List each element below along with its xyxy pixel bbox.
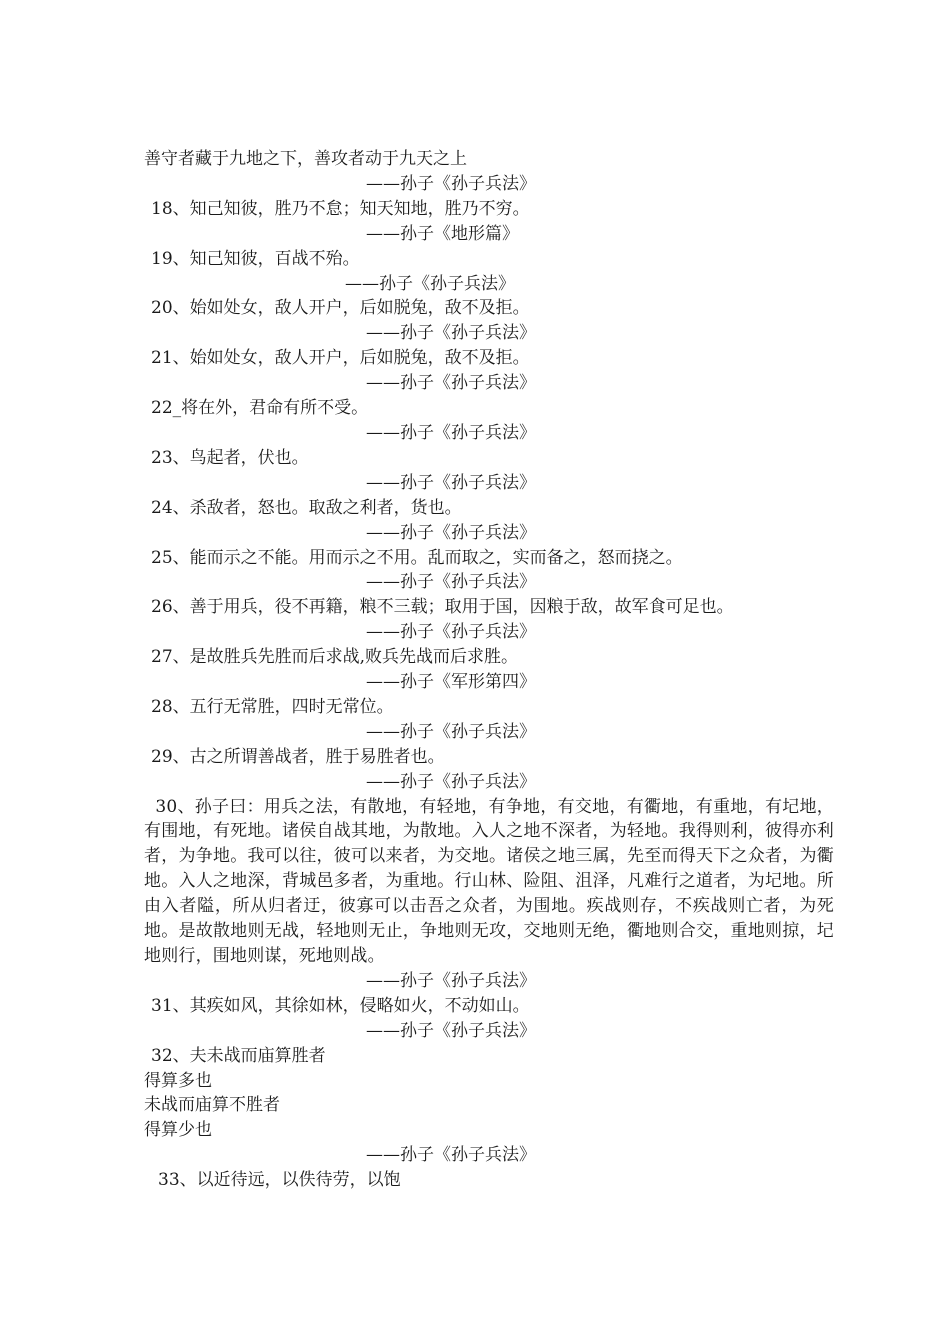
attribution-line: ——孙子《地形篇》 xyxy=(366,223,519,244)
quote-line: 18、知己知彼，胜乃不怠；知天知地，胜乃不穷。 xyxy=(151,198,530,219)
quote-line: 26、善于用兵，役不再籍，粮不三载；取用于国，因粮于敌，故军食可足也。 xyxy=(151,597,734,618)
attribution-line: ——孙子《孙子兵法》 xyxy=(366,323,536,344)
quote-line: 20、始如处女，敌人开户，后如脱兔，敌不及拒。 xyxy=(151,298,530,319)
attribution-line: ——孙子《孙子兵法》 xyxy=(366,970,536,991)
quote-line: 19、知己知彼，百战不殆。 xyxy=(151,248,360,269)
quote-line: 33、以近待远，以佚待劳，以饱 xyxy=(158,1170,401,1191)
attribution-line: ——孙子《军形第四》 xyxy=(366,672,536,693)
quote-line: 21、始如处女，敌人开户，后如脱兔，敌不及拒。 xyxy=(151,348,530,369)
attribution-line: ——孙子《孙子兵法》 xyxy=(366,1020,536,1041)
attribution-line: ——孙子《孙子兵法》 xyxy=(366,422,536,443)
attribution-line: ——孙子《孙子兵法》 xyxy=(366,622,536,643)
attribution-line: ——孙子《孙子兵法》 xyxy=(366,373,536,394)
quote-line: 未战而庙算不胜者 xyxy=(144,1095,280,1116)
quote-line: 得算多也 xyxy=(144,1070,212,1091)
quote-line: 22_将在外，君命有所不受。 xyxy=(151,398,369,419)
attribution-line: ——孙子《孙子兵法》 xyxy=(366,572,536,593)
attribution-line: ——孙子《孙子兵法》 xyxy=(366,522,536,543)
quote-line: 31、其疾如风，其徐如林，侵略如火，不动如山。 xyxy=(151,995,530,1016)
quote-line: 23、鸟起者，伏也。 xyxy=(151,447,309,468)
attribution-line: ——孙子《孙子兵法》 xyxy=(366,771,536,792)
attribution-line: ——孙子《孙子兵法》 xyxy=(366,173,536,194)
quote-paragraph: 30、孙子曰：用兵之法，有散地，有轻地，有争地，有交地，有衢地，有重地，有圮地，有围地，有死地。诸侯自战其地，为散地。入人之地不深者，为轻地。我得则利，彼得亦利者，为争地。我可以往，彼可以来者，为交地。诸侯之地三属，先至而得天下之众者，为衢地。入人之地深，背城邑多者，为重地。行山林、险阻、沮泽，凡难行之道者，为圮地。所由入者隘，所从归者迂，彼寡可以击吾之众者，为围地。疾战则存，不疾战则亡者，为死地。是故散地则无战，轻地则无止，争地则无攻，交地则无绝，衢地则合交，重地则掠，圮地则行，围地则谋，死地则战。 xyxy=(144,796,834,966)
quote-line: 28、五行无常胜，四时无常位。 xyxy=(151,696,394,717)
attribution-line: ——孙子《孙子兵法》 xyxy=(345,273,515,294)
attribution-line: ——孙子《孙子兵法》 xyxy=(366,472,536,493)
quote-line: 得算少也 xyxy=(144,1120,212,1141)
quote-line: 25、能而示之不能。用而示之不用。乱而取之，实而备之，怒而挠之。 xyxy=(151,547,683,568)
attribution-line: ——孙子《孙子兵法》 xyxy=(366,721,536,742)
quote-line: 27、是故胜兵先胜而后求战,败兵先战而后求胜。 xyxy=(151,647,519,668)
attribution-line: ——孙子《孙子兵法》 xyxy=(366,1145,536,1166)
document-body xyxy=(144,147,834,1193)
quote-line: 24、杀敌者，怒也。取敌之利者，货也。 xyxy=(151,497,462,518)
quote-line: 32、夫未战而庙算胜者 xyxy=(151,1045,326,1066)
quote-line: 善守者藏于九地之下，善攻者动于九天之上 xyxy=(144,149,467,169)
quote-line: 29、古之所谓善战者，胜于易胜者也。 xyxy=(151,746,445,767)
